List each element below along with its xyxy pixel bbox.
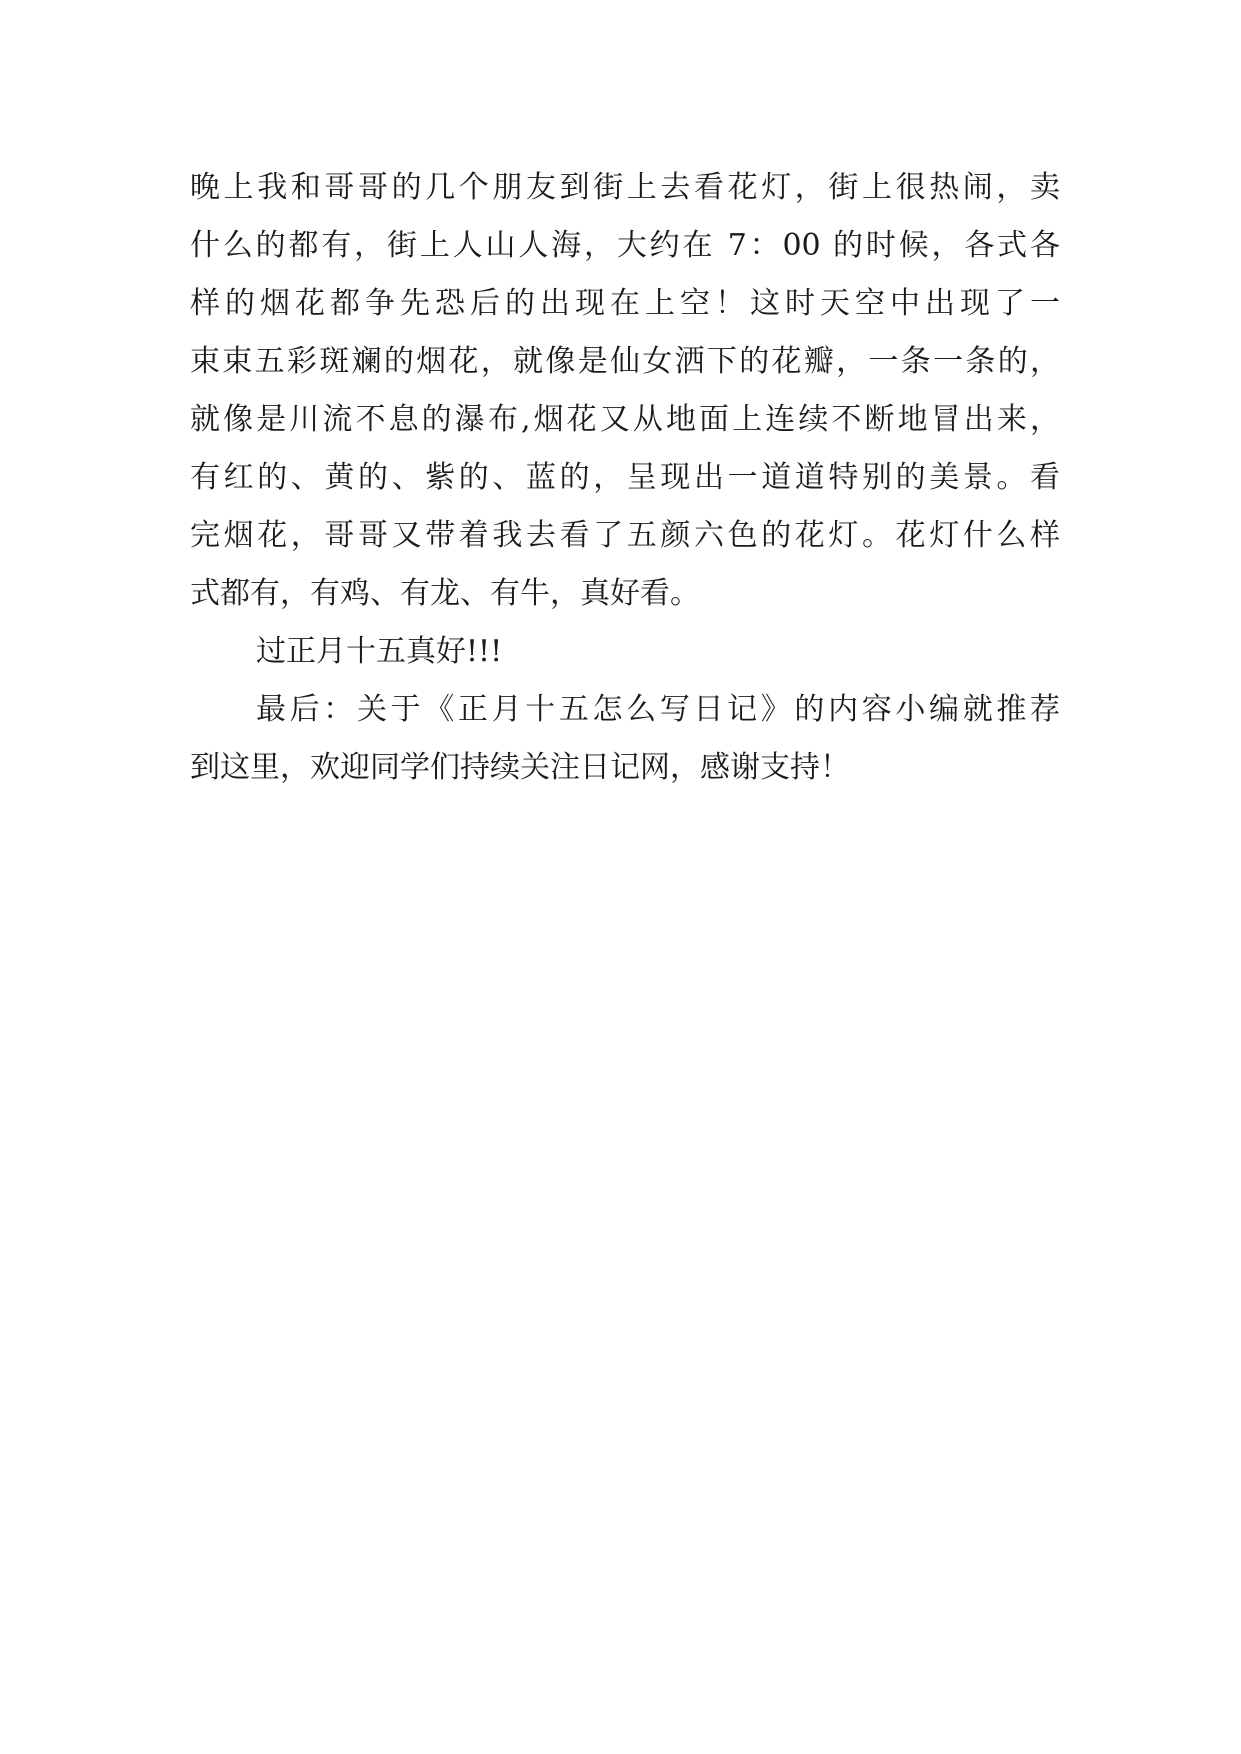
text-line: 完烟花，哥哥又带着我去看了五颜六色的花灯。花灯什么样 — [190, 518, 1060, 553]
text-line: 有红的、黄的、紫的、蓝的，呈现出一道道特别的美景。看 — [190, 460, 1060, 495]
text-line: 过正月十五真好!!! — [256, 634, 503, 669]
text-line: 式都有，有鸡、有龙、有牛，真好看。 — [190, 576, 700, 611]
text-line: 束束五彩斑斓的烟花，就像是仙女洒下的花瓣，一条一条的， — [190, 344, 1060, 379]
text-line: 最后：关于《正月十五怎么写日记》的内容小编就推荐 — [256, 692, 1060, 727]
text-line: 就像是川流不息的瀑布,烟花又从地面上连续不断地冒出来， — [190, 402, 1060, 437]
text-line: 晚上我和哥哥的几个朋友到街上去看花灯，街上很热闹，卖 — [190, 170, 1060, 205]
text-line: 样的烟花都争先恐后的出现在上空！这时天空中出现了一 — [190, 286, 1060, 321]
text-line: 到这里，欢迎同学们持续关注日记网，感谢支持！ — [190, 750, 850, 785]
text-line: 什么的都有，街上人山人海，大约在 7：00 的时候，各式各 — [190, 228, 1060, 263]
